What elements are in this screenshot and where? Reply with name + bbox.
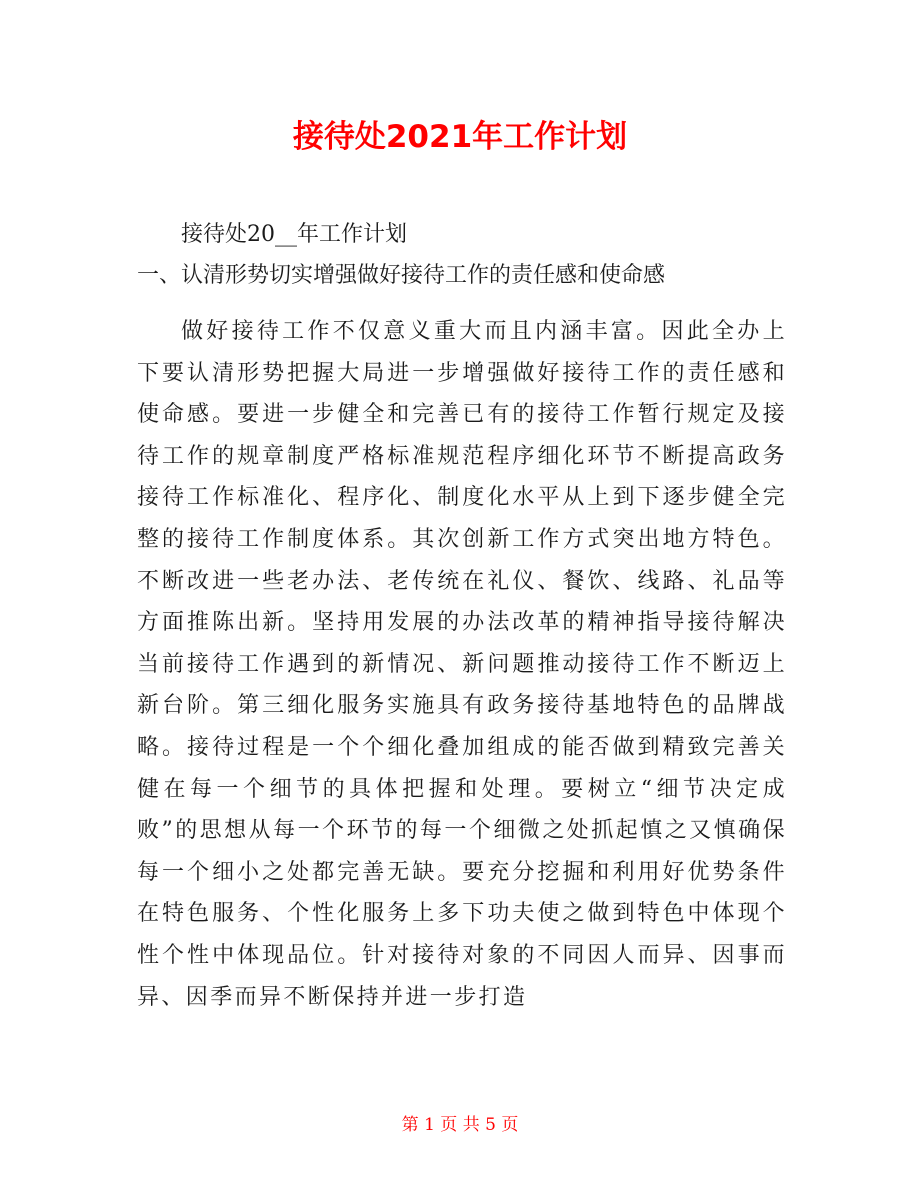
body-paragraph: 做好接待工作不仅意义重大而且内涵丰富。因此全办上下要认清形势把握大局进一步增强做好接待工作的责任感和使命感。要进一步健全和完善已有的接待工作暂行规定及接待工作的规章制度严格标准规范程序细化环节不断提高政务接待工作标准化、程序化、制度化水平从上到下逐步健全完整的接待工作制度体系。其次创新工作方式突出地方特色。不断改进一些老办法、老传统在礼仪、餐饮、线路、礼品等方面推陈出新。坚持用发展的办法改革的精神指导接待解决当前接待工作遇到的新情况、新问题推动接待工作不断迈上新台阶。第三细化服务实施具有政务接待基地特色的品牌战略。接待过程是一个个细化叠加组成的能否做到精致完善关健在每一个细节的具体把握和处理。要树立“细节决定成败”的思想从每一个环节的每一个细微之处抓起慎之又慎确保每一个细小之处都完善无缺。要充分挖掘和利用好优势条件在特色服务、个性化服务上多下功夫使之做到特色中体现个性个性中体现品位。针对接待对象的不同因人而异、因事而异、因季而异不断保持并进一步打造: [137, 319, 787, 1010]
page-footer: 第 1 页 共 5 页: [401, 1115, 519, 1135]
document-title: 接待处2021年工作计划: [292, 119, 628, 155]
document-subtitle: 接待处20__年工作计划: [181, 222, 407, 247]
section-heading: 一、认清形势切实增强做好接待工作的责任感和使命感: [137, 263, 666, 288]
